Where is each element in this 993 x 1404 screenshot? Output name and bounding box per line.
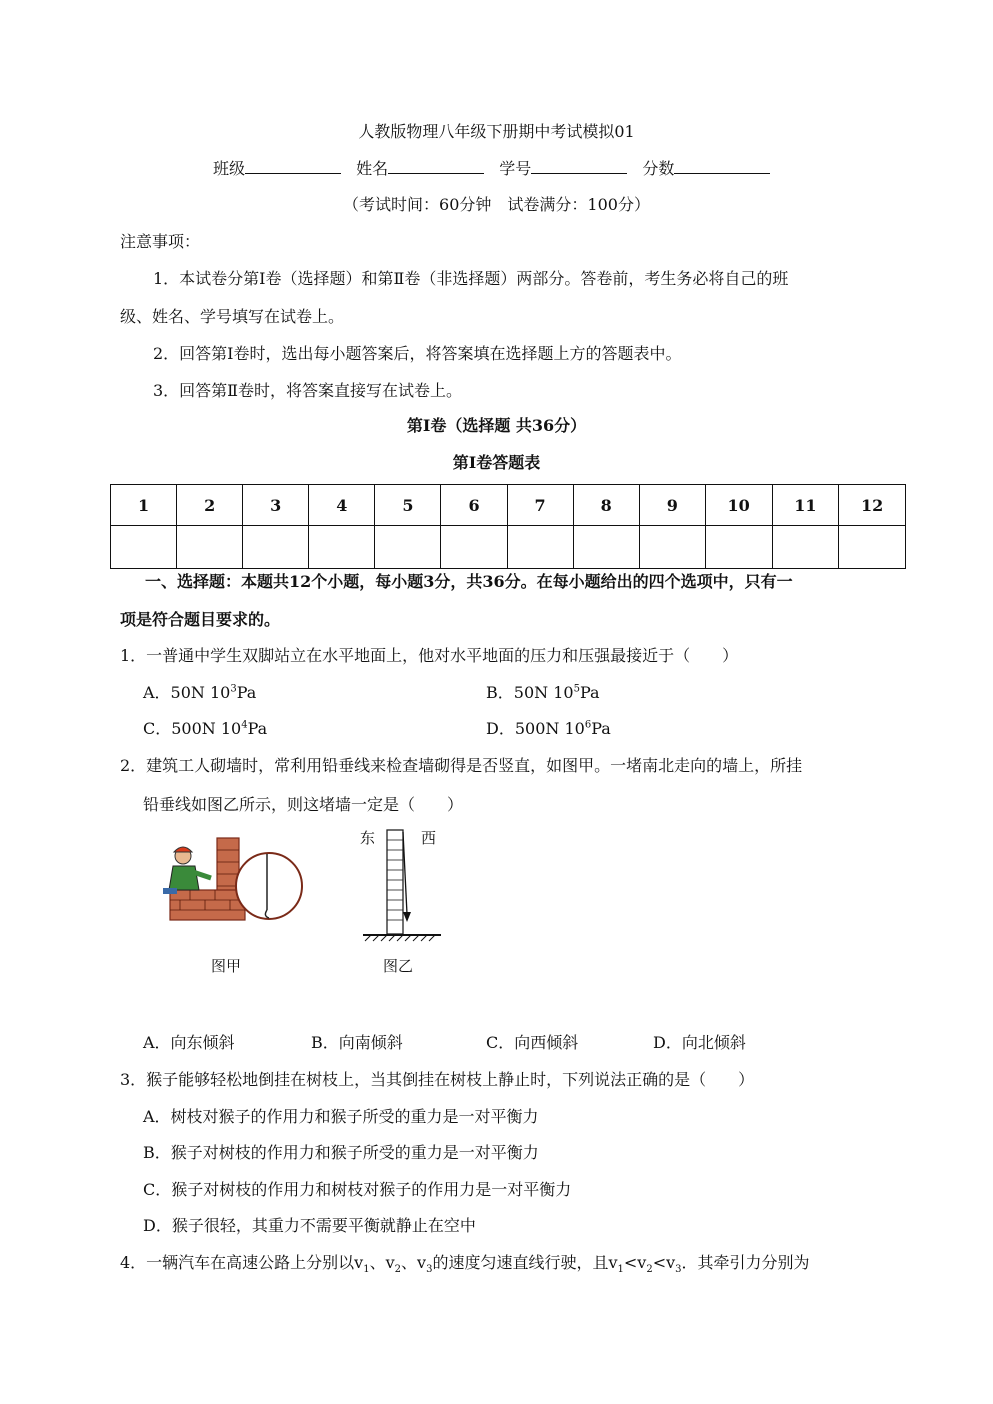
name-blank[interactable]	[388, 159, 484, 174]
section-title: 第Ⅰ卷（选择题 共36分）	[406, 416, 587, 435]
q1-b-text: B．50N 10	[486, 683, 574, 702]
answer-cell[interactable]	[111, 526, 177, 569]
answer-header-2: 2	[177, 485, 243, 526]
answer-header-9: 9	[639, 485, 705, 526]
q1-stem: 1．一普通中学生双脚站立在水平地面上，他对水平地面的压力和压强最接近于（ ）	[120, 646, 739, 665]
q2-option-c[interactable]: C．向西倾斜	[486, 1033, 579, 1052]
q4-sub-1: 1	[363, 1264, 370, 1276]
q2-option-d[interactable]: D．向北倾斜	[653, 1033, 746, 1052]
answer-cell[interactable]	[441, 526, 507, 569]
answer-header-4: 4	[309, 485, 375, 526]
q1-c-text: C．500N 10	[143, 719, 242, 738]
id-label: 学号	[499, 159, 532, 178]
student-info-row	[213, 158, 780, 180]
q3-option-a[interactable]: A．树枝对猴子的作用力和猴子所受的重力是一对平衡力	[143, 1107, 539, 1126]
q1-option-b[interactable]	[486, 682, 600, 704]
q2-stem-line2: 铅垂线如图乙所示，则这堵墙一定是（ ）	[143, 795, 464, 814]
answer-header-11: 11	[772, 485, 839, 526]
q4-text-7: ．其牵引力分别为	[681, 1253, 810, 1272]
answer-cell[interactable]	[507, 526, 573, 569]
figure-b-east-label: 东	[360, 829, 376, 847]
q4-sub-3: 3	[426, 1264, 433, 1276]
id-blank[interactable]	[531, 159, 627, 174]
score-blank[interactable]	[674, 159, 770, 174]
q1-a-unit: Pa	[236, 683, 257, 702]
answer-cell[interactable]	[177, 526, 243, 569]
answer-header-12: 12	[839, 485, 906, 526]
figure-worker-plumb-line	[155, 828, 305, 928]
q3-stem: 3．猴子能够轻松地倒挂在树枝上，当其倒挂在树枝上静止时，下列说法正确的是（ ）	[120, 1070, 755, 1089]
q4-sub-2: 2	[394, 1264, 402, 1276]
q1-a-exp: 3	[230, 683, 237, 695]
answer-header-7: 7	[507, 485, 573, 526]
q4-sub-6: 3	[675, 1264, 682, 1276]
figure-b-caption: 图乙	[383, 957, 414, 975]
choice-instructions-line1: 一、选择题：本题共12个小题，每小题3分，共36分。在每小题给出的四个选项中，只有一	[145, 572, 793, 591]
choice-instructions-line2: 项是符合题目要求的。	[120, 610, 281, 629]
q4-stem	[120, 1252, 810, 1274]
q1-c-unit: Pa	[247, 719, 268, 738]
q4-text-2: 、v	[369, 1253, 395, 1272]
q1-d-text: D．500N 10	[486, 719, 585, 738]
q4-sub-5: 2	[646, 1264, 653, 1276]
notes-heading: 注意事项：	[120, 232, 201, 251]
q1-option-d[interactable]	[486, 718, 611, 740]
q3-option-c[interactable]: C．猴子对树枝的作用力和树枝对猴子的作用力是一对平衡力	[143, 1180, 572, 1199]
q4-sub-4: 1	[617, 1264, 624, 1276]
score-label: 分数	[642, 159, 675, 178]
note-1-line2: 级、姓名、学号填写在试卷上。	[120, 307, 345, 326]
answer-header-1: 1	[111, 485, 177, 526]
q1-d-exp: 6	[584, 719, 592, 731]
answer-cell[interactable]	[375, 526, 441, 569]
figure-b-west-label: 西	[421, 829, 437, 847]
q2-option-a[interactable]: A．向东倾斜	[143, 1033, 235, 1052]
answer-header-8: 8	[573, 485, 639, 526]
q1-option-a[interactable]	[143, 682, 256, 704]
class-label: 班级	[213, 159, 246, 178]
answer-cell[interactable]	[243, 526, 309, 569]
q4-text-5: <v	[623, 1253, 647, 1272]
answer-cell[interactable]	[705, 526, 772, 569]
class-blank[interactable]	[245, 159, 341, 174]
answer-cell[interactable]	[772, 526, 839, 569]
q4-text-4: 的速度匀速直线行驶，且v	[432, 1253, 618, 1272]
q3-option-b[interactable]: B．猴子对树枝的作用力和猴子所受的重力是一对平衡力	[143, 1143, 539, 1162]
answer-cell[interactable]	[839, 526, 906, 569]
q1-b-exp: 5	[573, 683, 580, 695]
note-1-line1: 1．本试卷分第Ⅰ卷（选择题）和第Ⅱ卷（非选择题）两部分。答卷前，考生务必将自己的班	[153, 269, 789, 288]
answer-header-10: 10	[705, 485, 772, 526]
answer-header-3: 3	[243, 485, 309, 526]
figure-leaning-wall	[355, 826, 445, 944]
answer-table	[110, 484, 906, 569]
q3-option-d[interactable]: D．猴子很轻，其重力不需要平衡就静止在空中	[143, 1216, 476, 1235]
page-title: 人教版物理八年级下册期中考试模拟01	[358, 122, 635, 141]
answer-cell[interactable]	[573, 526, 639, 569]
exam-info: （考试时间：60分钟 试卷满分：100分）	[343, 195, 650, 214]
answer-table-title: 第Ⅰ卷答题表	[452, 453, 541, 472]
q1-d-unit: Pa	[591, 719, 611, 738]
q2-option-b[interactable]: B．向南倾斜	[311, 1033, 403, 1052]
answer-cell[interactable]	[639, 526, 705, 569]
q4-text-1: 4．一辆汽车在高速公路上分别以v	[120, 1253, 364, 1272]
q4-text-6: <v	[652, 1253, 676, 1272]
figure-a-caption: 图甲	[211, 957, 242, 975]
q1-b-unit: Pa	[579, 683, 600, 702]
q1-option-c[interactable]	[143, 718, 267, 740]
answer-cell[interactable]	[309, 526, 375, 569]
answer-header-5: 5	[375, 485, 441, 526]
note-2: 2．回答第Ⅰ卷时，选出每小题答案后，将答案填在选择题上方的答题表中。	[153, 344, 682, 363]
q4-text-3: 、v	[401, 1253, 427, 1272]
q2-stem-line1: 2．建筑工人砌墙时，常利用铅垂线来检查墙砌得是否竖直，如图甲。一堵南北走向的墙上，所挂	[120, 756, 803, 775]
name-label: 姓名	[356, 159, 389, 178]
answer-header-6: 6	[441, 485, 507, 526]
note-3: 3．回答第Ⅱ卷时，将答案直接写在试卷上。	[153, 381, 463, 400]
q1-c-exp: 4	[241, 719, 248, 731]
q1-a-text: A．50N 10	[143, 683, 231, 702]
